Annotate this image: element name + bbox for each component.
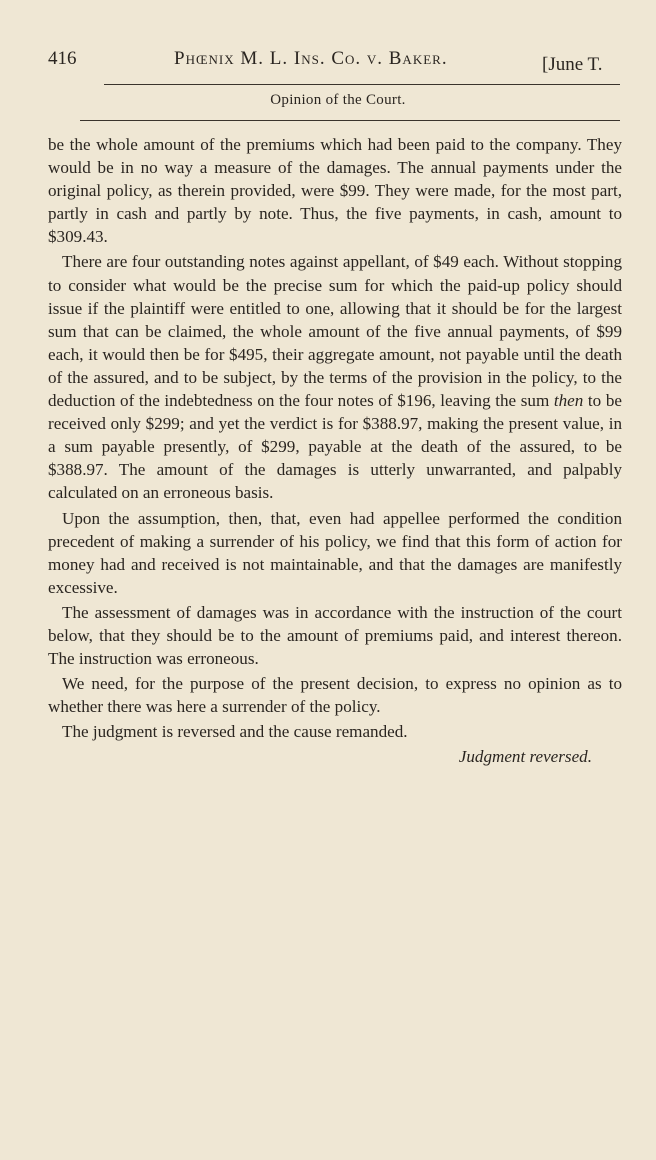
paragraph-3: Upon the assumption, then, that, even had appellee performed the condition precedent of making a surrender of his policy, we find that this form of action for money had and received is not maintainable, and that the damages are manifestly excessive. xyxy=(48,508,622,597)
term-label: [June T. xyxy=(542,54,603,75)
italic-then: then xyxy=(553,391,584,411)
paragraph-4: The assessment of damages was in accordance with the instruction of the court below, that they should be to the amount of premiums paid, and interest thereon. The instruction was erroneous. xyxy=(48,602,622,669)
judgment-line: Judgment reversed. xyxy=(458,747,592,767)
paragraph-5: We need, for the purpose of the present decision, to express no opinion as to whether there was here a surrender of the policy. xyxy=(48,674,622,717)
paragraph-1: be the whole amount of the premiums which had been paid to the company. They would be in no way a measure of the damages. The annual payments under the original policy, as therein provided, were $99. They were made, for the most part, partly in cash and partly by note. Thus, the five payments, in cash, amount to $309.43. xyxy=(48,135,622,247)
paragraph-6: The judgment is reversed and the cause remanded. xyxy=(62,722,408,742)
running-title: Phœnix M. L. Ins. Co. v. Baker. xyxy=(174,48,448,69)
paragraph-2-part-b: to be received only $299; and yet the verdict is for $388.97, making the present value, in a sum payable presently, of $299, payable at the death of the assured, to be $388.97. The amount of the damages is utterly unwarranted, and palpably calculated on an erroneous basis. xyxy=(48,391,622,503)
page-header xyxy=(48,44,628,78)
subheader-rule xyxy=(80,120,620,121)
paragraph-2-part-a: There are four outstanding notes against appellant, of $49 each. Without stopping to consider what would be the precise sum for which the paid-up policy should issue if the plaintiff were entitled to one, allowing that it should be for the largest sum that can be claimed, the whole amount of the five annual payments, of $99 each, it would then be for $495, their aggregate amount, not payable until the death of the assured, and to be subject, by the terms of the provision in the policy, to the deduction of the indebtedness on the four notes of $196, leaving the sum xyxy=(48,252,622,411)
opinion-text xyxy=(48,133,622,771)
paragraph-2 xyxy=(48,250,622,504)
header-rule xyxy=(104,84,620,85)
section-subheader: Opinion of the Court. xyxy=(270,92,406,108)
page-number: 416 xyxy=(48,48,77,69)
